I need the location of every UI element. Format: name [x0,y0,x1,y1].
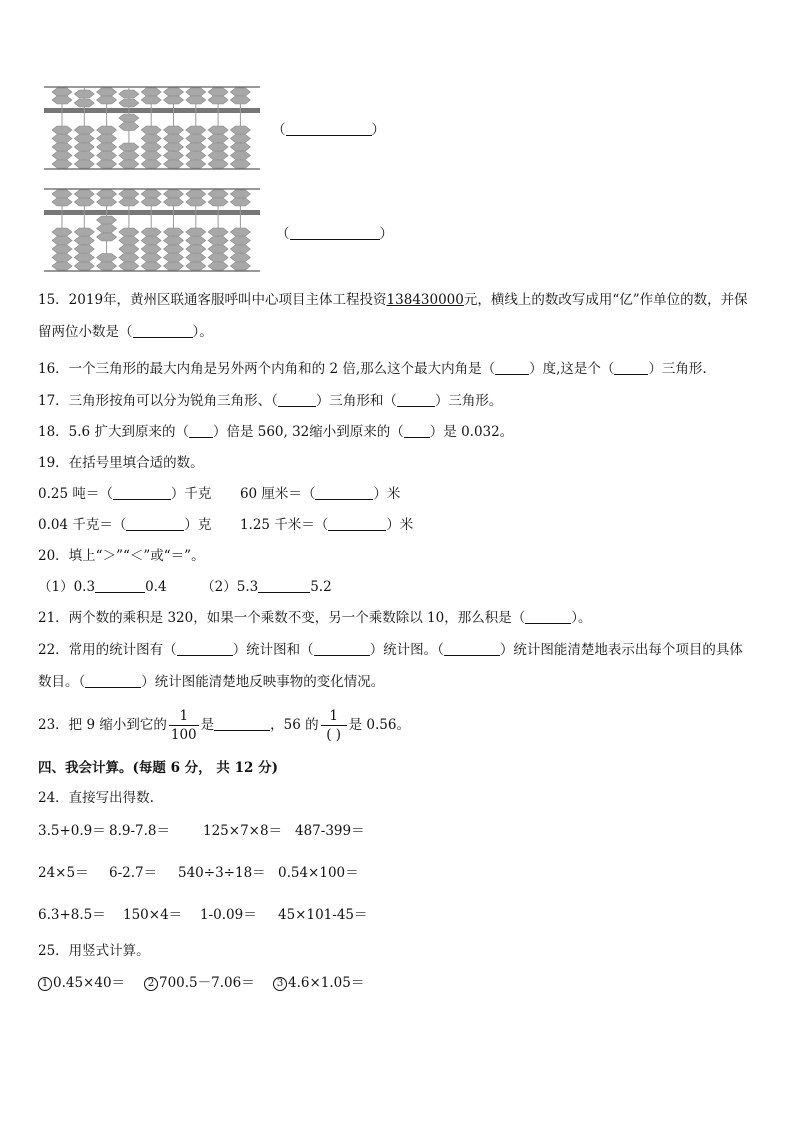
abacus-bead [230,245,250,253]
q19-title: 19．在括号里填合适的数。 [38,455,204,471]
abacus-bead [141,126,161,134]
answer-blank[interactable] [95,578,145,593]
abacus-bead [97,135,117,143]
q16: 16．一个三角形的最大内角是另外两个内角和的 2 倍,那么这个最大内角是（ ）度,这是个（ ）三角形. [38,361,707,377]
abacus-bead [208,96,228,104]
abacus-bead [208,228,228,236]
abacus-1 [42,86,262,174]
abacus-bead [119,143,139,151]
abacus-bead [186,254,206,262]
abacus-bead [230,152,250,160]
abacus-bead [119,152,139,160]
abacus-bead [186,126,206,134]
answer-blank[interactable] [177,641,233,656]
q15-amount: 138430000 [386,292,464,308]
abacus-bead [164,88,184,96]
answer-blank[interactable] [113,485,171,500]
abacus-bead [141,262,161,270]
q15-line2: 留两位小数是（ ）。 [38,324,213,340]
q22-line1: 22．常用的统计图有（ ）统计图和（ ）统计图。（ ）统计图能清楚地表示出每个项目的具体 [38,642,743,658]
abacus-bead [141,88,161,96]
abacus-bead [141,198,161,206]
abacus-bead [164,96,184,104]
answer-blank[interactable] [286,121,372,136]
abacus-bead [52,126,72,134]
q25-item-2: 2 700.5－7.06＝ [144,973,255,993]
abacus-1-answer: （ ） [272,122,385,138]
abacus-bead [186,190,206,198]
abacus-bead [119,99,139,107]
abacus-bead [119,254,139,262]
abacus-bead [52,143,72,151]
abacus-bead [186,135,206,143]
q18: 18．5.6 扩大到原来的（ ）倍是 560, 32缩小到原来的（ ）是 0.032。 [38,424,514,440]
q19-row1: 0.25 吨＝（ ）千克 60 厘米＝（ ）米 [38,486,401,502]
abacus-bead [186,198,206,206]
abacus-bead [52,152,72,160]
abacus-bead [97,233,117,241]
q15-line1: 15．2019年，黄州区联通客服呼叫中心项目主体工程投资138430000元，横线上的数改写成用“亿”作单位的数，并保 [38,292,748,308]
q21: 21．两个数的乘积是 320，如果一个乘数不变，另一个乘数除以 10，那么积是（ ）。 [38,610,592,626]
abacus-bead [230,262,250,270]
abacus-bead [164,262,184,270]
answer-blank[interactable] [214,716,270,731]
abacus-bead [97,198,117,206]
answer-blank[interactable] [314,641,370,656]
abacus-bead [97,190,117,198]
q19-row2: 0.04 千克＝（ ）克 1.25 千米＝（ ）米 [38,517,414,533]
abacus-bead [119,160,139,168]
answer-blank[interactable] [315,485,373,500]
abacus-bead [141,152,161,160]
abacus-bead [186,237,206,245]
abacus-bead [74,90,94,98]
abacus-bead [74,190,94,198]
abacus-bead [74,262,94,270]
q25-title: 25．用竖式计算。 [38,943,150,959]
abacus-bead [186,160,206,168]
abacus-bead [119,123,139,131]
abacus-bead [186,143,206,151]
abacus-bead [52,228,72,236]
abacus-2-graphic [42,188,262,272]
q23: 23．把 9 缩小到它的 $\frac{1}{100}$ 是 ，56 的 $\frac{1}{( )}$ 是 0.56。 [38,708,410,743]
abacus-bead [52,245,72,253]
abacus-bead [230,254,250,262]
abacus-bead [164,190,184,198]
abacus-bead [74,237,94,245]
answer-blank[interactable] [444,641,500,656]
abacus-bead [52,262,72,270]
abacus-bead [119,245,139,253]
abacus-bead [230,237,250,245]
q20-parts: （1）0.3 0.4 （2）5.3 5.2 [38,579,332,595]
abacus-bead [141,237,161,245]
abacus-bead [97,96,117,104]
abacus-bead [141,190,161,198]
abacus-bead [186,245,206,253]
abacus-bead [230,228,250,236]
answer-blank[interactable] [278,392,316,407]
abacus-bead [186,262,206,270]
answer-blank[interactable] [525,609,571,624]
abacus-bead [186,228,206,236]
abacus-bead [141,135,161,143]
q24-title: 24．直接写出得数. [38,790,154,806]
abacus-bead [97,160,117,168]
abacus-bead [230,190,250,198]
abacus-bead [230,96,250,104]
abacus-bead [97,88,117,96]
answer-blank[interactable] [397,392,435,407]
abacus-bead [97,216,117,224]
abacus-bead [141,245,161,253]
fraction-1-100: $\frac{1}{100}$ [170,708,197,743]
abacus-bead [97,126,117,134]
fraction-blank-denominator: $\frac{1}{( )}$ [321,707,347,744]
abacus-bead [141,96,161,104]
abacus-bead [208,135,228,143]
abacus-bead [119,114,139,122]
abacus-bead [52,198,72,206]
q25-item-1: 1 0.45×40＝ [38,973,125,993]
abacus-bead [164,126,184,134]
abacus-bead [208,245,228,253]
abacus-bead [230,143,250,151]
answer-blank[interactable] [404,423,430,438]
abacus-bead [74,152,94,160]
abacus-bead [119,190,139,198]
abacus-1-graphic [42,86,262,170]
abacus-bead [230,88,250,96]
abacus-bead [208,262,228,270]
abacus-bead [164,160,184,168]
abacus-bead [52,254,72,262]
abacus-bead [208,190,228,198]
abacus-bead [119,198,139,206]
abacus-bead [74,160,94,168]
abacus-bead [164,143,184,151]
abacus-bead [97,262,117,270]
abacus-2 [42,188,262,276]
abacus-bead [141,143,161,151]
answer-blank[interactable] [495,360,529,375]
abacus-bead [164,237,184,245]
abacus-bead [74,245,94,253]
answer-blank[interactable] [614,360,648,375]
abacus-bead [119,228,139,236]
abacus-bead [164,198,184,206]
abacus-bead [97,143,117,151]
answer-blank[interactable] [133,323,193,338]
answer-blank[interactable] [328,516,386,531]
abacus-bead [74,99,94,107]
abacus-bead [119,262,139,270]
answer-blank[interactable] [258,578,310,593]
abacus-bead [208,152,228,160]
abacus-bead [52,88,72,96]
abacus-bead [208,88,228,96]
abacus-bead [52,135,72,143]
abacus-bead [208,126,228,134]
abacus-bead [97,254,117,262]
q25-item-3: 3 4.6×1.05＝ [273,973,364,993]
q22-line2: 数目。（ ）统计图能清楚地反映事物的变化情况。 [38,674,385,690]
abacus-bead [74,228,94,236]
abacus-bead [74,135,94,143]
abacus-bead [52,160,72,168]
abacus-bead [164,254,184,262]
abacus-bead [74,254,94,262]
abacus-bead [119,237,139,245]
answer-blank[interactable] [189,423,213,438]
abacus-bead [230,160,250,168]
abacus-bead [164,245,184,253]
abacus-bead [119,90,139,98]
abacus-bead [74,126,94,134]
abacus-bead [164,228,184,236]
abacus-bead [230,126,250,134]
abacus-bead [141,228,161,236]
answer-blank[interactable] [85,673,141,688]
abacus-bead [52,190,72,198]
answer-blank[interactable] [290,225,380,240]
abacus-bead [164,135,184,143]
abacus-bead [141,254,161,262]
abacus-bead [208,160,228,168]
answer-blank[interactable] [126,516,184,531]
abacus-bead [164,152,184,160]
abacus-2-answer: （ ） [276,226,393,242]
q17: 17．三角形按角可以分为锐角三角形、（ ）三角形和（ ）三角形。 [38,393,503,409]
abacus-bead [97,225,117,233]
abacus-bead [52,237,72,245]
abacus-bead [97,152,117,160]
abacus-bead [186,152,206,160]
abacus-bead [186,88,206,96]
abacus-bead [208,254,228,262]
abacus-bead [52,96,72,104]
abacus-bead [186,96,206,104]
abacus-bead [230,135,250,143]
abacus-bead [208,143,228,151]
q20-title: 20．填上“＞”“＜”或“＝”。 [38,548,205,564]
abacus-bead [141,160,161,168]
abacus-bead [74,198,94,206]
abacus-bead [208,237,228,245]
abacus-bead [230,198,250,206]
abacus-bead [208,198,228,206]
section-4-heading: 四、我会计算。(每题 6 分， 共 12 分) [38,760,278,776]
abacus-bead [74,143,94,151]
